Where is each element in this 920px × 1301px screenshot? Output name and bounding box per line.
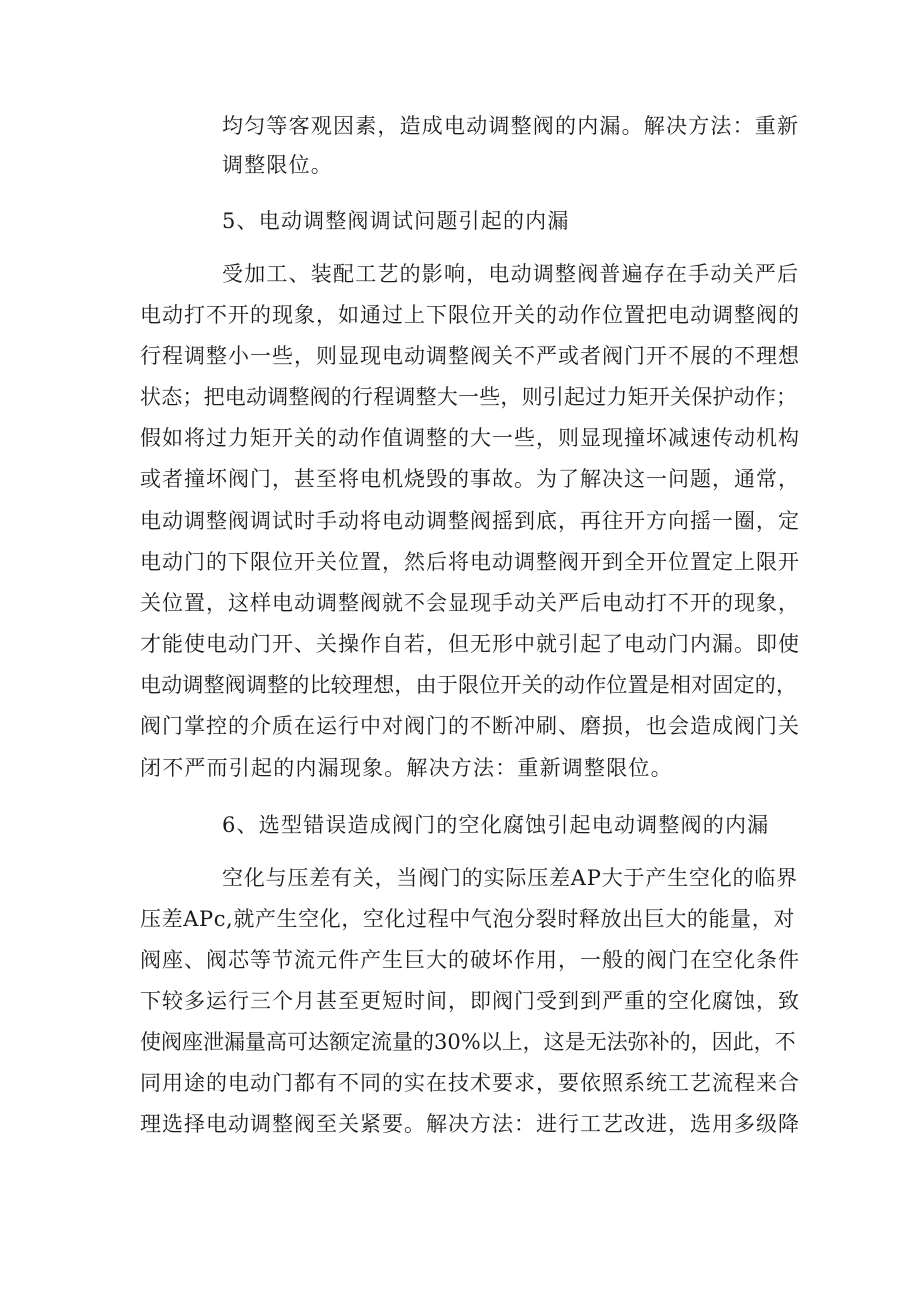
body-line: 行程调整小一些，则显现电动调整阀关不严或者阀门开不展的不理想 [140,344,800,368]
body-line: 下较多运行三个月甚至更短时间，即阀门受到到严重的空化腐蚀，致 [140,989,800,1013]
body-line: 状态；把电动调整阀的行程调整大一些，则引起过力矩开关保护动作； [140,385,798,409]
body-line: 调整限位。 [222,153,333,177]
body-line: 闭不严而引起的内漏现象。解决方法：重新调整限位。 [140,756,673,780]
body-line: 阀座、阀芯等节流元件产生巨大的破坏作用，一般的阀门在空化条件 [140,948,800,972]
body-line: 电动门的下限位开关位置，然后将电动调整阀开到全开位置定上限开 [140,550,800,574]
body-line: 阀门掌控的介质在运行中对阀门的不断冲刷、磨损，也会造成阀门关 [140,714,800,738]
body-line: 理选择电动调整阀至关紧要。解决方法：进行工艺改进，选用多级降 [140,1112,800,1136]
body-line: 均匀等客观因素，造成电动调整阀的内漏。解决方法：重新 [222,114,800,138]
body-line: 才能使电动门开、关操作自若，但无形中就引起了电动门内漏。即使 [140,632,800,656]
body-line: 使阀座泄漏量高可达额定流量的30%以上，这是无法弥补的，因此，不 [140,1030,796,1054]
body-line: 空化与压差有关，当阀门的实际压差AP大于产生空化的临界 [222,866,798,890]
body-line: 压差APc,就产生空化，空化过程中气泡分裂时释放出巨大的能量，对 [140,907,795,931]
body-line: 关位置，这样电动调整阀就不会显现手动关严后电动打不开的现象， [140,591,800,615]
body-line: 同用途的电动门都有不同的实在技术要求，要依照系统工艺流程来合 [140,1071,800,1095]
body-line: 电动打不开的现象，如通过上下限位开关的动作位置把电动调整阀的 [140,303,800,327]
body-line: 电动调整阀调整的比较理想，由于限位开关的动作位置是相对固定的， [140,673,798,697]
body-line: 假如将过力矩开关的动作值调整的大一些，则显现撞坏减速传动机构 [140,426,800,450]
section-heading: 5、电动调整阀调试问题引起的内漏 [222,209,570,233]
body-line: 电动调整阀调试时手动将电动调整阀摇到底，再往开方向摇一圈，定 [140,509,800,533]
body-line: 受加工、装配工艺的影响，电动调整阀普遍存在手动关严后 [222,262,800,286]
body-line: 或者撞坏阀门，甚至将电机烧毁的事故。为了解决这一问题，通常， [140,467,800,491]
section-heading: 6、选型错误造成阀门的空化腐蚀引起电动调整阀的内漏 [222,813,770,837]
